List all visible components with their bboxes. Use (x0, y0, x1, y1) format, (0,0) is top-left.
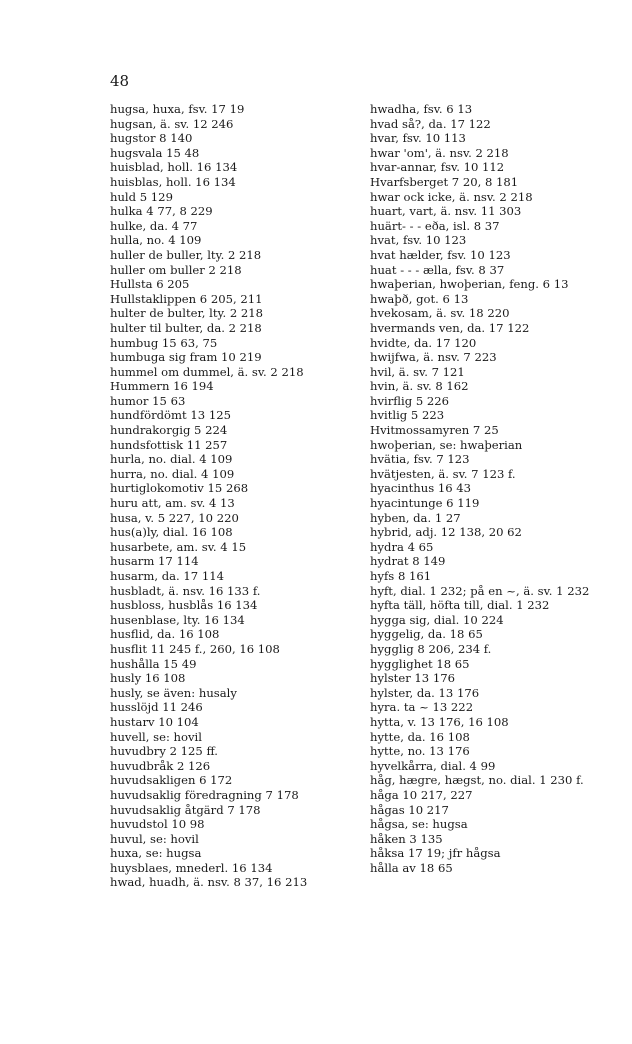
index-entry: hugsa, huxa, fsv. 17 19 (110, 102, 245, 116)
index-entry: hugsan, ä. sv. 12 246 (110, 116, 234, 131)
index-entry: hwad, huadh, ä. nsv. 8 37, 16 213 (110, 875, 308, 890)
index-entry: hygglig 8 206, 234 f. (370, 641, 492, 656)
index-entry: humbuga sig fram 10 219 (110, 350, 262, 365)
page-number: 48 (110, 72, 130, 90)
index-entry: hytta, v. 13 176, 16 108 (370, 714, 509, 729)
index-entry: husflit 11 245 f., 260, 16 108 (110, 641, 280, 656)
index-entry: hwar 'om', ä. nsv. 2 218 (370, 145, 509, 160)
index-entry: hustarv 10 104 (110, 714, 199, 729)
index-entry: husarm 17 114 (110, 554, 199, 569)
index-entry: hybrid, adj. 12 138, 20 62 (370, 525, 522, 540)
index-entry: hyacinthus 16 43 (370, 481, 472, 496)
index-entry: hvekosam, ä. sv. 18 220 (370, 306, 510, 321)
index-entry: huld 5 129 (110, 189, 173, 204)
index-entry: husbloss, husblås 16 134 (110, 598, 258, 613)
index-entry: hvat, fsv. 10 123 (370, 233, 467, 248)
index-entry: hwar ock icke, ä. nsv. 2 218 (370, 189, 533, 204)
index-entry: hvad så?, da. 17 122 (370, 116, 491, 131)
index-entry: hvätjesten, ä. sv. 7 123 f. (370, 466, 516, 481)
index-entry: hundsfottisk 11 257 (110, 437, 228, 452)
index-entry: Hummern 16 194 (110, 379, 214, 394)
index-entry: hummel om dummel, ä. sv. 2 218 (110, 364, 304, 379)
index-entry: huärt- - - eða, isl. 8 37 (370, 218, 500, 233)
index-column-right (370, 102, 620, 875)
index-entry: hulter de bulter, lty. 2 218 (110, 306, 264, 321)
index-entry: hus(a)ly, dial. 16 108 (110, 525, 233, 540)
index-entry: husly 16 108 (110, 671, 186, 686)
index-entry: Hullstaklippen 6 205, 211 (110, 291, 263, 306)
index-entry: hurra, no. dial. 4 109 (110, 466, 235, 481)
index-entry: huvudsaklig åtgärd 7 178 (110, 802, 261, 817)
index-entry: husslöjd 11 246 (110, 700, 203, 715)
index-entry: hvar-annar, fsv. 10 112 (370, 160, 505, 175)
index-entry: hydrat 8 149 (370, 554, 446, 569)
index-entry: hygglighet 18 65 (370, 656, 470, 671)
index-entry: håg, hægre, hægst, no. dial. 1 230 f. (370, 773, 584, 788)
index-entry: hwijfwa, ä. nsv. 7 223 (370, 350, 497, 365)
index-entry: hwaþerian, hwoþerian, feng. 6 13 (370, 277, 569, 292)
index-entry: huru att, am. sv. 4 13 (110, 496, 235, 511)
index-entry: hundrakorgig 5 224 (110, 423, 228, 438)
index-column-left (110, 102, 350, 890)
index-entry: håksa 17 19; jfr hågsa (370, 846, 501, 861)
index-entry: håken 3 135 (370, 831, 443, 846)
index-entry: huisblas, holl. 16 134 (110, 174, 236, 189)
index-entry: hålla av 18 65 (370, 860, 453, 875)
index-entry: husflid, da. 16 108 (110, 627, 220, 642)
index-entry: hylster 13 176 (370, 671, 455, 686)
index-entry: hyfta täll, höfta till, dial. 1 232 (370, 598, 550, 613)
index-entry: husly, se även: husaly (110, 685, 237, 700)
index-entry: huvell, se: hovil (110, 729, 202, 744)
index-entry: huller de buller, lty. 2 218 (110, 247, 262, 262)
index-entry: hugstor 8 140 (110, 131, 193, 146)
index-entry: husa, v. 5 227, 10 220 (110, 510, 239, 525)
index-entry: hvar, fsv. 10 113 (370, 131, 466, 146)
index-entry: huvudbry 2 125 ff. (110, 744, 218, 759)
index-entry: huart, vart, ä. nsv. 11 303 (370, 204, 522, 219)
index-entry: huat - - - ælla, fsv. 8 37 (370, 262, 505, 277)
index-entry: hvitlig 5 223 (370, 408, 445, 423)
index-entry: huvudsakligen 6 172 (110, 773, 233, 788)
index-entry: hulka 4 77, 8 229 (110, 204, 213, 219)
index-entry: hvat hælder, fsv. 10 123 (370, 247, 511, 262)
index-entry: hundfördömt 13 125 (110, 408, 231, 423)
index-entry: Hvarfsberget 7 20, 8 181 (370, 174, 519, 189)
index-entry: hwadha, fsv. 6 13 (370, 102, 473, 116)
index-entry: hyggelig, da. 18 65 (370, 627, 483, 642)
index-entry: hydra 4 65 (370, 539, 434, 554)
index-entry: huysblaes, mnederl. 16 134 (110, 860, 273, 875)
index-entry: hwaþð, got. 6 13 (370, 291, 469, 306)
index-entry: huller om buller 2 218 (110, 262, 242, 277)
index-entry: hyft, dial. 1 232; på en ~, ä. sv. 1 232 (370, 583, 590, 598)
index-entry: hågsa, se: hugsa (370, 817, 468, 832)
index-entry: huvudbråk 2 126 (110, 758, 211, 773)
index-entry: hyfs 8 161 (370, 569, 432, 583)
index-entry: hylster, da. 13 176 (370, 685, 480, 700)
index-entry: hvidte, da. 17 120 (370, 335, 477, 350)
index-entry: hågas 10 217 (370, 802, 449, 817)
index-entry: hulke, da. 4 77 (110, 218, 198, 233)
index-entry: husarm, da. 17 114 (110, 569, 224, 583)
index-entry: husarbete, am. sv. 4 15 (110, 539, 247, 554)
index-entry: hyben, da. 1 27 (370, 510, 461, 525)
index-entry: hugsvala 15 48 (110, 145, 200, 160)
index-entry: hulter til bulter, da. 2 218 (110, 320, 262, 335)
index-entry: hvermands ven, da. 17 122 (370, 320, 530, 335)
index-entry: humor 15 63 (110, 393, 186, 408)
index-entry: Hullsta 6 205 (110, 277, 190, 292)
index-entry: husenblase, lty. 16 134 (110, 612, 245, 627)
index-entry: hytte, no. 13 176 (370, 744, 470, 759)
index-entry: hulla, no. 4 109 (110, 233, 202, 248)
index-entry: husbladt, ä. nsv. 16 133 f. (110, 583, 261, 598)
index-entry: hygga sig, dial. 10 224 (370, 612, 504, 627)
index-entry: huxa, se: hugsa (110, 846, 202, 861)
index-entry: humbug 15 63, 75 (110, 335, 218, 350)
index-entry: håga 10 217, 227 (370, 787, 473, 802)
index-entry: hvätia, fsv. 7 123 (370, 452, 470, 467)
index-entry: hvil, ä. sv. 7 121 (370, 364, 465, 379)
index-entry: hushålla 15 49 (110, 656, 197, 671)
index-entry: hyra. ta ~ 13 222 (370, 700, 474, 715)
index-entry: hytte, da. 16 108 (370, 729, 470, 744)
index-entry: huisblad, holl. 16 134 (110, 160, 238, 175)
index-entry: hurtiglokomotiv 15 268 (110, 481, 249, 496)
index-entry: hvirflig 5 226 (370, 393, 450, 408)
index-entry: huvudstol 10 98 (110, 817, 205, 832)
index-entry: hvin, ä. sv. 8 162 (370, 379, 469, 394)
index-entry: huvul, se: hovil (110, 831, 199, 846)
index-entry: Hvitmossamyren 7 25 (370, 423, 499, 438)
index-entry: hyacintunge 6 119 (370, 496, 480, 511)
index-entry: hurla, no. dial. 4 109 (110, 452, 233, 467)
index-entry: huvudsaklig föredragning 7 178 (110, 787, 299, 802)
index-entry: hwoþerian, se: hwaþerian (370, 437, 523, 452)
index-entry: hyvelkårra, dial. 4 99 (370, 758, 496, 773)
